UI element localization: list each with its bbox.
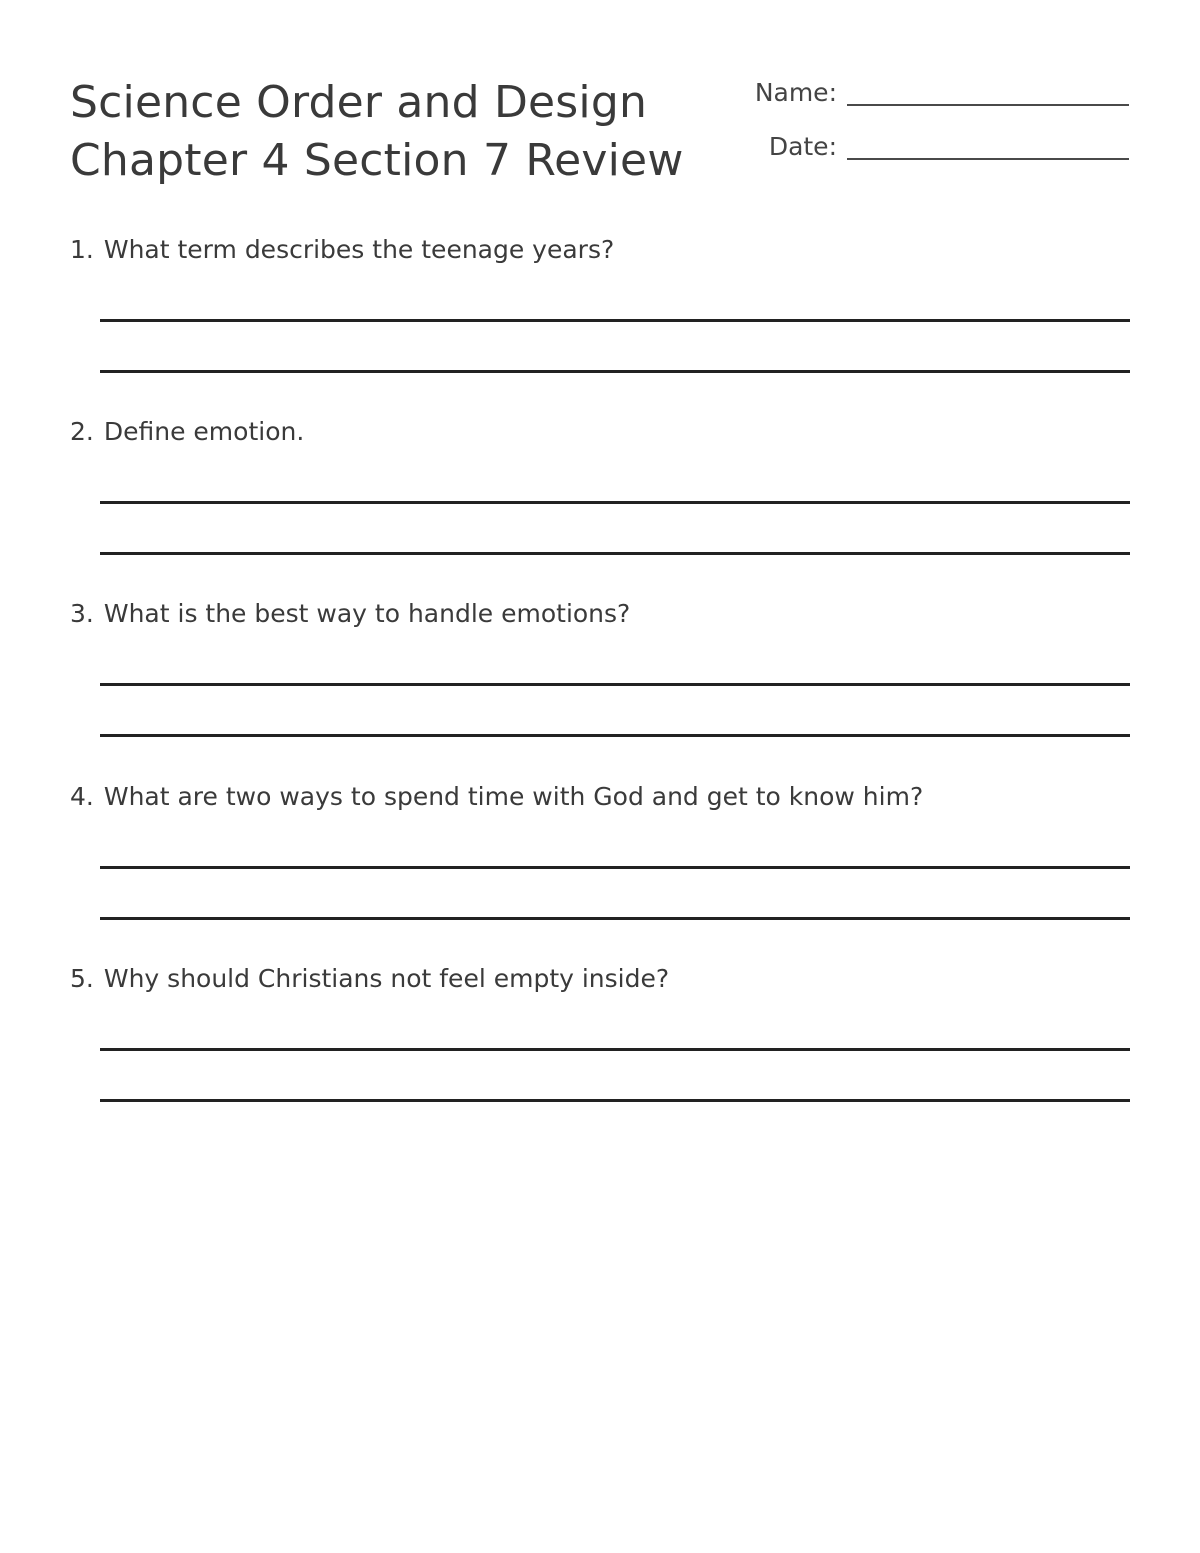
answer-line[interactable]	[100, 683, 1130, 686]
date-field	[717, 132, 1129, 162]
question-prompt: What is the best way to handle emotions?	[103, 599, 631, 628]
question-3	[70, 598, 1130, 630]
question-number: 5.	[70, 964, 94, 993]
question-5	[70, 963, 1130, 995]
question-number: 2.	[70, 417, 94, 446]
question-prompt: What term describes the teenage years?	[103, 235, 615, 264]
name-blank-line[interactable]	[847, 104, 1129, 106]
date-label: Date:	[768, 132, 837, 161]
answer-line[interactable]	[100, 1048, 1130, 1051]
answer-line[interactable]	[100, 319, 1130, 322]
question-2	[70, 416, 1130, 448]
question-text	[70, 234, 1130, 266]
question-text	[70, 963, 1130, 995]
answer-line[interactable]	[100, 917, 1130, 920]
date-blank-line[interactable]	[847, 158, 1129, 160]
question-number: 4.	[70, 782, 94, 811]
answer-line[interactable]	[100, 501, 1130, 504]
answer-line[interactable]	[100, 734, 1130, 737]
name-label: Name:	[754, 78, 837, 107]
title-line-1: Science Order and Design	[70, 77, 648, 128]
question-text	[70, 416, 1130, 448]
question-text	[70, 598, 1130, 630]
answer-line[interactable]	[100, 552, 1130, 555]
question-number: 3.	[70, 599, 94, 628]
name-field	[717, 78, 1129, 108]
worksheet-title	[70, 74, 710, 190]
question-prompt: What are two ways to spend time with God and get to know him?	[103, 782, 924, 811]
question-prompt: Why should Christians not feel empty inside?	[103, 964, 670, 993]
answer-line[interactable]	[100, 1099, 1130, 1102]
question-number: 1.	[70, 235, 94, 264]
question-text	[70, 781, 1130, 813]
answer-line[interactable]	[100, 866, 1130, 869]
question-1	[70, 234, 1130, 266]
question-4	[70, 781, 1130, 813]
title-line-2: Chapter 4 Section 7 Review	[70, 135, 684, 186]
question-prompt: Define emotion.	[103, 417, 305, 446]
answer-line[interactable]	[100, 370, 1130, 373]
